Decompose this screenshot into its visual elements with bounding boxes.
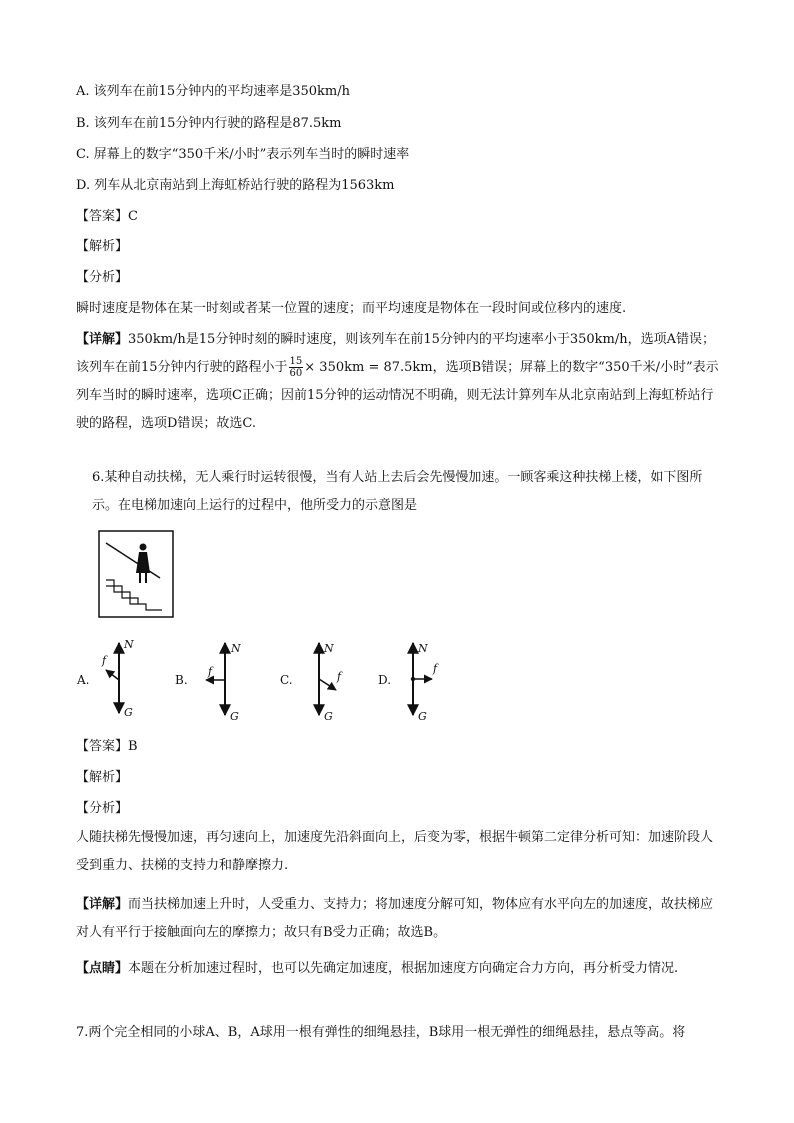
q5-option-a: A. 该列车在前15分钟内的平均速率是350km/h <box>76 84 350 99</box>
q5-jiexi-heading: 【解析】 <box>76 239 129 254</box>
q6-point <box>76 955 724 983</box>
q5-frac-numerator: 15 <box>289 356 303 367</box>
force-a-f-label: f <box>102 654 107 667</box>
q6-jiexi-heading: 【解析】 <box>76 770 129 785</box>
q5-detail-part2: × 350km = 87.5km，选项B错误；屏幕上的数字“350千米/小时”表示列车当时的瞬时速率，选项C正确；因前15分钟的运动情况不明确，则无法计算列车从北京南站到上海虹桥站行驶的路程，选项D错误；故选C. <box>76 360 719 431</box>
q6-option-b-label: B. <box>175 673 188 687</box>
q6-point-text: 本题在分析加速过程时，也可以先确定加速度，根据加速度方向确定合力方向，再分析受力情况. <box>128 961 679 976</box>
q7-stem: 7.两个完全相同的小球A、B，A球用一根有弹性的细绳悬挂，B球用一根无弹性的细绳悬挂，悬点等高。将 <box>76 1025 686 1040</box>
force-a-g-label: G <box>124 706 133 719</box>
q5-fenxi-heading: 【分析】 <box>76 270 129 285</box>
force-diagram-d <box>411 642 439 723</box>
force-a-n-label: N <box>124 638 134 651</box>
q5-answer: 【答案】C <box>76 209 138 224</box>
force-d-g-label: G <box>418 710 427 723</box>
force-b-f-label: f <box>208 665 213 678</box>
force-b-n-label: N <box>231 642 241 655</box>
q6-detail-tag: 【详解】 <box>76 897 129 912</box>
q6-detail <box>76 891 724 947</box>
q5-detail-part1: 350km/h是15分钟时刻的瞬时速度，则该列车在前15分钟内的平均速率小于350km/h，选项A错误；该列车在前15分钟内行驶的路程小于 <box>76 332 716 375</box>
q5-frac-denominator: 60 <box>289 368 303 379</box>
force-c-g-label: G <box>324 710 333 723</box>
force-diagram-c <box>319 642 343 723</box>
q6-detail-text: 而当扶梯加速上升时，人受重力、支持力；将加速度分解可知，物体应有水平向左的加速度，故扶梯应对人有平行于接触面向左的摩擦力；故只有B受力正确；故选B。 <box>76 897 714 940</box>
force-c-f-label: f <box>337 670 342 683</box>
q6-option-d-label: D. <box>378 673 392 687</box>
q5-option-b: B. 该列车在前15分钟内行驶的路程是87.5km <box>76 116 342 131</box>
q6-answer: 【答案】B <box>76 739 138 754</box>
force-b-g-label: G <box>230 710 239 723</box>
q6-point-tag: 【点睛】 <box>76 961 129 976</box>
force-d-n-label: N <box>418 642 428 655</box>
force-diagram-b <box>206 642 241 723</box>
q5-option-c: C. 屏幕上的数字“350千米/小时”表示列车当时的瞬时速率 <box>76 147 410 162</box>
q6-option-c-label: C. <box>280 673 293 687</box>
q5-fenxi-text: 瞬时速度是物体在某一时刻或者某一位置的速度；而平均速度是物体在一段时间或位移内的速度. <box>76 301 627 316</box>
q6-stem: 6.某种自动扶梯，无人乘行时运转很慢，当有人站上去后会先慢慢加速。一顾客乘这种扶梯上楼，如下图所示。在电梯加速向上运行的过程中，他所受力的示意图是 <box>92 470 703 513</box>
force-diagram-a <box>101 638 134 719</box>
force-c-n-label: N <box>324 642 334 655</box>
q6-fenxi-heading: 【分析】 <box>76 801 129 816</box>
q5-option-d: D. 列车从北京南站到上海虹桥站行驶的路程为1563km <box>76 178 395 193</box>
q6-option-a-label: A. <box>77 673 90 687</box>
q5-detail-tag: 【详解】 <box>76 332 129 347</box>
q6-fenxi-text: 人随扶梯先慢慢加速，再匀速向上，加速度先沿斜面向上，后变为零，根据牛顿第二定律分析可知：加速阶段人受到重力、扶梯的支持力和静摩擦力. <box>76 830 714 873</box>
force-d-f-label: f <box>433 662 438 675</box>
